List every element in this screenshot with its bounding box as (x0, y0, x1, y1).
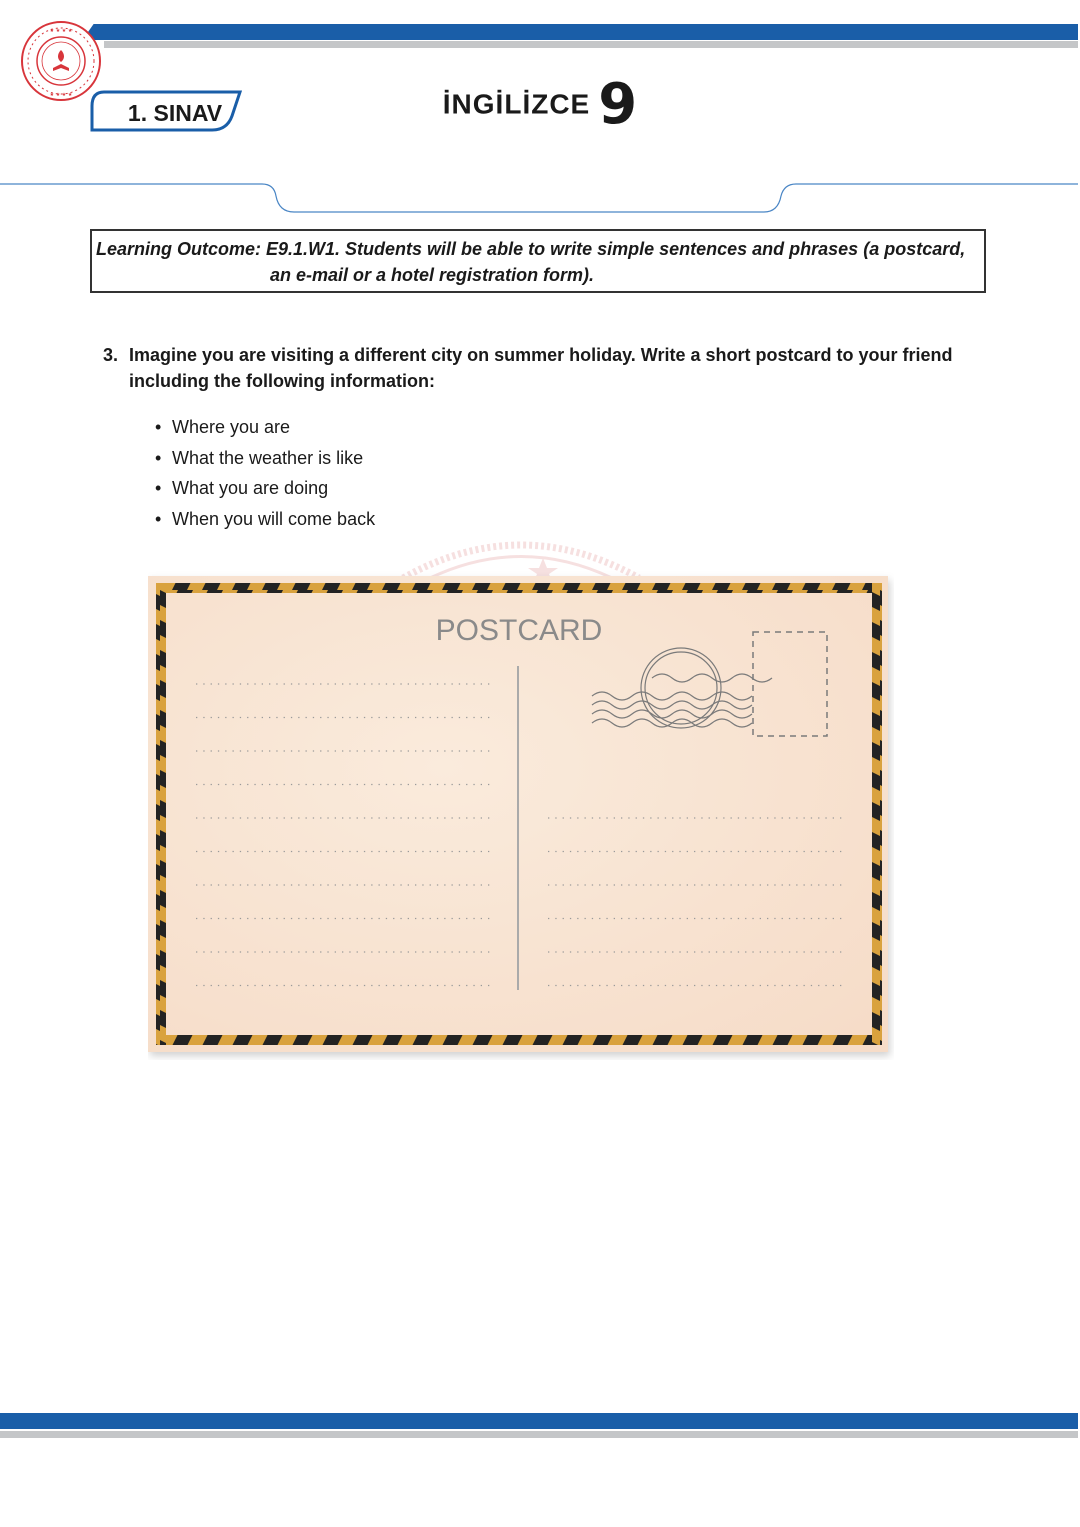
header-bar-gray (104, 41, 1078, 48)
question-text: Imagine you are visiting a different city on summer holiday. Write a short postcard to your friend including the following information: (129, 345, 953, 391)
subject-name: İNGİLİZCE (442, 88, 591, 120)
list-item: • When you will come back (155, 508, 376, 529)
postcard (148, 530, 894, 1060)
svg-text:★ ★ ★ ★: ★ ★ ★ ★ (49, 28, 73, 34)
learning-outcome-line-1: Learning Outcome: E9.1.W1. Students will be able to write simple sentences and phrases (a postcard, (96, 239, 966, 259)
learning-outcome-line-2: an e-mail or a hotel registration form). (270, 265, 595, 285)
footer-bar-gray (0, 1431, 1078, 1438)
header-divider (0, 176, 1080, 220)
question (103, 342, 983, 394)
grade-number: 9 (598, 72, 638, 137)
header-bar-blue (100, 24, 1078, 40)
postcard-title: POSTCARD (435, 614, 603, 647)
list-item: • What you are doing (155, 478, 329, 498)
subject-title (0, 72, 1080, 137)
list-item: • Where you are (155, 417, 291, 437)
info-bullet-list (155, 414, 375, 536)
exam-label: 1. SINAV (127, 100, 223, 126)
svg-text:★ ★ ★ ★: ★ ★ ★ ★ (49, 92, 73, 98)
question-number: 3. (103, 345, 119, 365)
learning-outcome-text (96, 236, 982, 288)
list-item: • What the weather is like (155, 447, 364, 468)
footer-bar-blue (0, 1413, 1078, 1429)
